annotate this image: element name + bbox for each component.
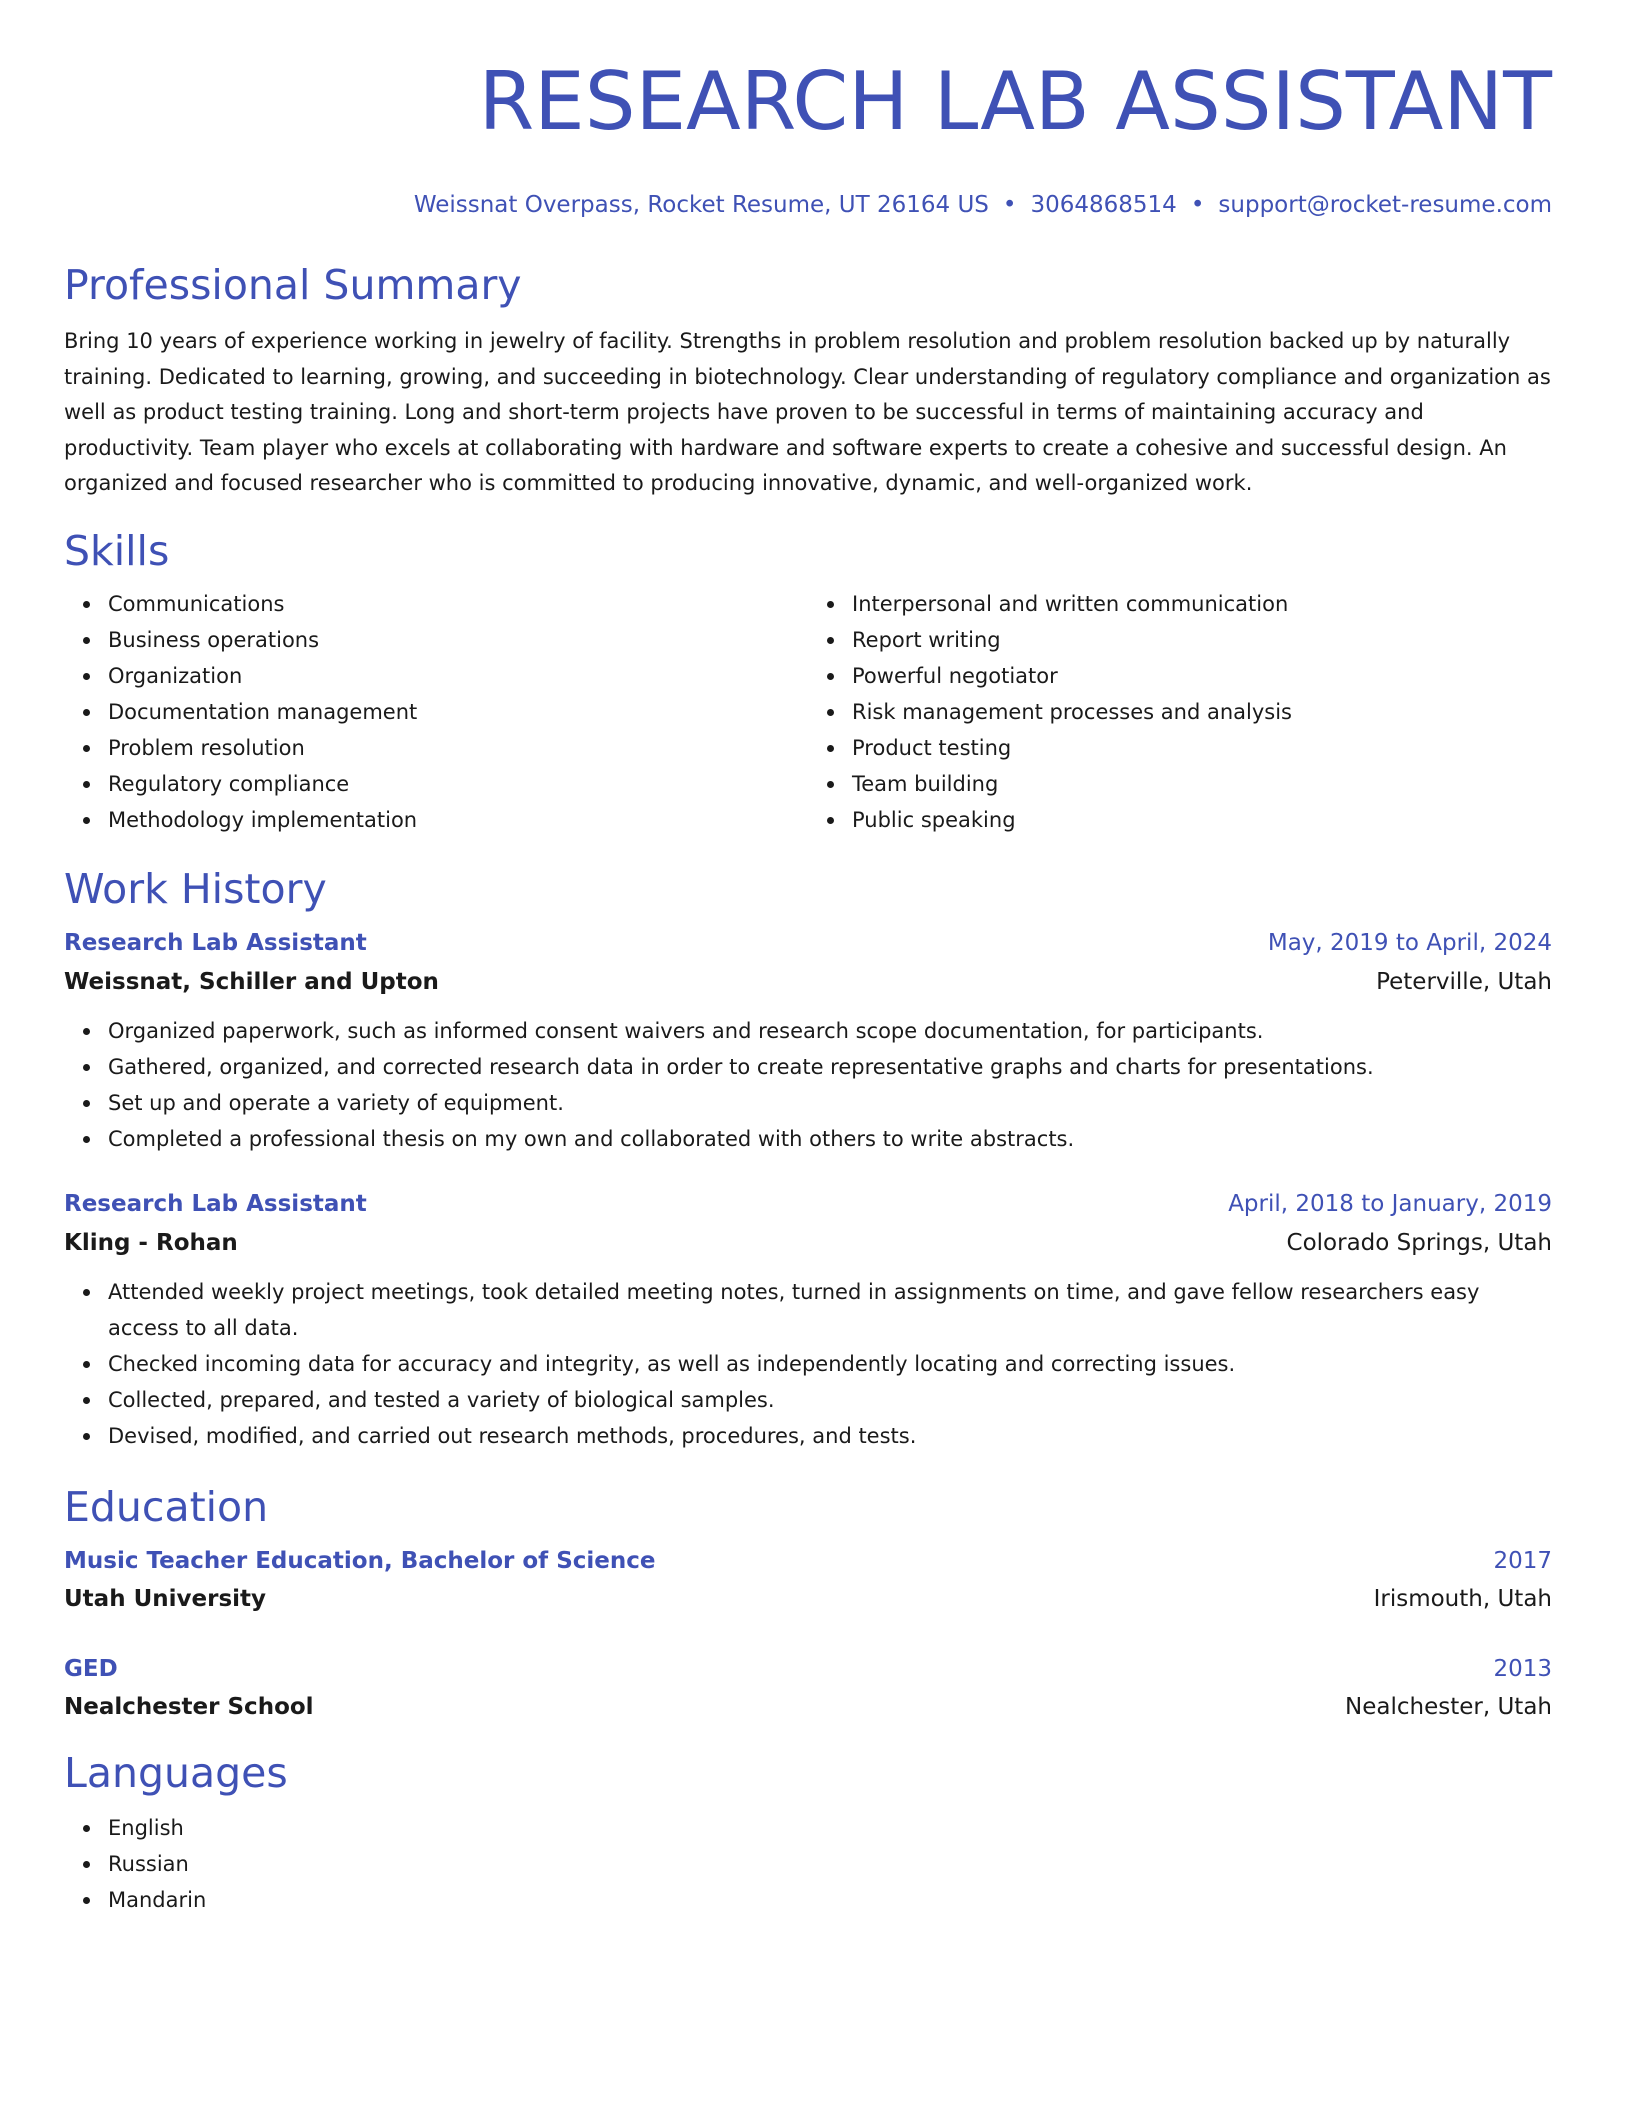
skill-item: Organization xyxy=(108,658,808,694)
summary-text: Bring 10 years of experience working in jewelry of facility. Strengths in problem resolution and problem resolution backed up by naturally training. Dedicated to learning, growing, and succeeding in biotechnology. Clear understanding of regulatory compliance and organization as well as product testing training. Long and short-term projects have proven to be successful in terms of maintaining accuracy and productivity. Team player who excels at collaborating with hardware and software experts to create a cohesive and successful design. An organized and focused researcher who is committed to producing innovative, dynamic, and well-organized work. xyxy=(64,329,1551,495)
language-item: English xyxy=(108,1810,1552,1846)
education-header xyxy=(64,1654,1552,1684)
contact-separator: • xyxy=(1002,192,1017,218)
skill-item: Product testing xyxy=(852,730,1552,766)
job-entry xyxy=(64,928,1552,1157)
contact-address: Weissnat Overpass, Rocket Resume, UT 26164 US xyxy=(413,192,989,218)
job-bullet: Attended weekly project meetings, took detailed meeting notes, turned in assignments on time, and gave fellow researchers easy access to all data. xyxy=(108,1274,1552,1346)
job-bullet: Checked incoming data for accuracy and integrity, as well as independently locating and correcting issues. xyxy=(108,1346,1552,1382)
job-bullet: Set up and operate a variety of equipment. xyxy=(108,1085,1552,1121)
language-item: Russian xyxy=(108,1846,1552,1882)
job-dates: April, 2018 to January, 2019 xyxy=(1228,1190,1552,1217)
job-subheader xyxy=(64,967,1552,997)
resume-name-title: RESEARCH LAB ASSISTANT xyxy=(478,55,1552,148)
education-location: Irismouth, Utah xyxy=(1373,1585,1552,1612)
skills-heading: Skills xyxy=(64,526,170,575)
job-subheader xyxy=(64,1228,1552,1258)
skills-list xyxy=(64,586,1552,838)
language-item: Mandarin xyxy=(108,1882,1552,1918)
job-bullet: Devised, modified, and carried out research methods, procedures, and tests. xyxy=(108,1418,1552,1454)
education-subheader xyxy=(64,1692,1552,1722)
job-bullet: Completed a professional thesis on my own and collaborated with others to write abstracts. xyxy=(108,1121,1552,1157)
skill-item: Interpersonal and written communication xyxy=(852,586,1552,622)
education-degree: GED xyxy=(64,1655,118,1682)
education-entry xyxy=(64,1654,1552,1722)
job-role: Research Lab Assistant xyxy=(64,929,367,956)
skills-column-left xyxy=(64,586,808,838)
job-entry xyxy=(64,1189,1552,1454)
contact-email: support@rocket-resume.com xyxy=(1218,192,1552,218)
education-entry xyxy=(64,1546,1552,1614)
job-company: Kling - Rohan xyxy=(64,1229,238,1256)
job-role: Research Lab Assistant xyxy=(64,1190,367,1217)
education-subheader xyxy=(64,1584,1552,1614)
job-bullets xyxy=(64,1013,1552,1157)
skill-item: Regulatory compliance xyxy=(108,766,808,802)
skill-item: Communications xyxy=(108,586,808,622)
education-location: Nealchester, Utah xyxy=(1345,1693,1552,1720)
job-location: Colorado Springs, Utah xyxy=(1286,1229,1552,1256)
skill-item: Problem resolution xyxy=(108,730,808,766)
skill-item: Documentation management xyxy=(108,694,808,730)
job-bullet: Organized paperwork, such as informed consent waivers and research scope documentation, for participants. xyxy=(108,1013,1552,1049)
education-heading: Education xyxy=(64,1482,269,1531)
job-header xyxy=(64,928,1552,958)
skill-item: Team building xyxy=(852,766,1552,802)
education-year: 2013 xyxy=(1493,1655,1552,1682)
skill-item: Public speaking xyxy=(852,802,1552,838)
job-location: Peterville, Utah xyxy=(1376,968,1552,995)
job-company: Weissnat, Schiller and Upton xyxy=(64,968,439,995)
job-bullet: Collected, prepared, and tested a variety of biological samples. xyxy=(108,1382,1552,1418)
contact-line xyxy=(64,190,1552,220)
work-history-heading: Work History xyxy=(64,864,327,913)
skill-item: Powerful negotiator xyxy=(852,658,1552,694)
job-bullet: Gathered, organized, and corrected research data in order to create representative graphs and charts for presentations. xyxy=(108,1049,1552,1085)
job-dates: May, 2019 to April, 2024 xyxy=(1267,929,1552,956)
education-degree: Music Teacher Education, Bachelor of Science xyxy=(64,1547,656,1574)
job-header xyxy=(64,1189,1552,1219)
education-school: Nealchester School xyxy=(64,1693,314,1720)
education-year: 2017 xyxy=(1493,1547,1552,1574)
skill-item: Business operations xyxy=(108,622,808,658)
education-header xyxy=(64,1546,1552,1576)
skill-item: Methodology implementation xyxy=(108,802,808,838)
contact-phone: 3064868514 xyxy=(1030,192,1177,218)
skill-item: Report writing xyxy=(852,622,1552,658)
skill-item: Risk management processes and analysis xyxy=(852,694,1552,730)
education-school: Utah University xyxy=(64,1585,267,1612)
skills-column-right xyxy=(808,586,1552,838)
contact-separator: • xyxy=(1190,192,1205,218)
languages-list xyxy=(64,1810,1552,1918)
languages-heading: Languages xyxy=(64,1748,288,1797)
job-bullets xyxy=(64,1274,1552,1454)
summary-heading: Professional Summary xyxy=(64,261,522,309)
